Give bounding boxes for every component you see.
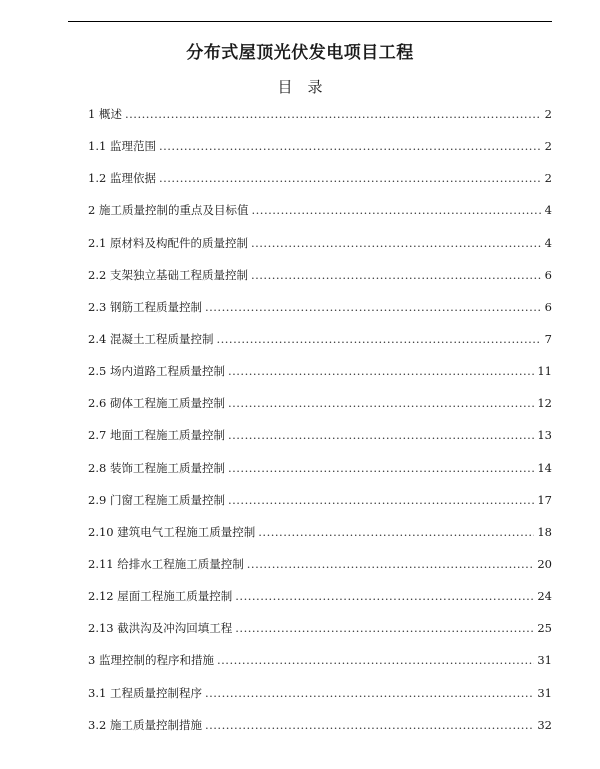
- toc-dot-leader: [235, 621, 534, 635]
- toc-entry-page-number: 4: [544, 235, 552, 250]
- toc-dot-leader: [205, 718, 534, 732]
- toc-entry[interactable]: [88, 652, 552, 684]
- toc-entry-label: 2.10 建筑电气工程施工质量控制: [88, 524, 256, 539]
- toc-entry[interactable]: [88, 331, 552, 363]
- toc-entry[interactable]: [88, 556, 552, 588]
- toc-entry[interactable]: [88, 106, 552, 138]
- toc-entry-label: 1.2 监理依据: [88, 171, 156, 186]
- toc-dot-leader: [159, 171, 541, 185]
- toc-entry-page-number: 20: [537, 556, 552, 571]
- toc-entry-page-number: 18: [537, 524, 552, 539]
- toc-entry-page-number: 17: [537, 492, 552, 507]
- toc-dot-leader: [258, 525, 534, 539]
- toc-entry[interactable]: [88, 685, 552, 717]
- toc-entry-label: 2.6 砌体工程施工质量控制: [88, 396, 225, 411]
- toc-entry[interactable]: [88, 620, 552, 652]
- toc-entry-page-number: 13: [537, 428, 552, 443]
- toc-entry-label: 2.4 混凝土工程质量控制: [88, 331, 214, 346]
- toc-dot-leader: [228, 364, 534, 378]
- toc-entry-label: 2 施工质量控制的重点及目标值: [88, 203, 249, 218]
- toc-entry-label: 2.1 原材料及构配件的质量控制: [88, 235, 248, 250]
- toc-entry[interactable]: [88, 138, 552, 170]
- toc-entry-page-number: 11: [537, 364, 552, 379]
- header-rule: [68, 21, 552, 22]
- toc-dot-leader: [205, 686, 534, 700]
- toc-entry-label: 3.2 施工质量控制措施: [88, 717, 202, 732]
- toc-entry-label: 2.11 给排水工程施工质量控制: [88, 556, 244, 571]
- toc-entry-page-number: 7: [544, 331, 552, 346]
- toc-entry-page-number: 31: [537, 685, 552, 700]
- toc-entry-page-number: 25: [537, 621, 552, 636]
- toc-entry-page-number: 2: [544, 171, 552, 186]
- toc-dot-leader: [217, 653, 534, 667]
- toc-entry-page-number: 4: [544, 203, 552, 218]
- toc-entry[interactable]: [88, 395, 552, 427]
- toc-entry-label: 2.7 地面工程施工质量控制: [88, 428, 225, 443]
- toc-entry[interactable]: [88, 460, 552, 492]
- toc-dot-leader: [125, 107, 541, 121]
- toc-entry[interactable]: [88, 588, 552, 620]
- toc-entry-page-number: 6: [544, 299, 552, 314]
- toc-entry-label: 2.5 场内道路工程质量控制: [88, 364, 225, 379]
- toc-dot-leader: [228, 428, 534, 442]
- toc-entry[interactable]: [88, 202, 552, 234]
- toc-entry-label: 2.12 屋面工程施工质量控制: [88, 589, 233, 604]
- toc-entry-label: 2.3 钢筋工程质量控制: [88, 299, 202, 314]
- toc-dot-leader: [247, 557, 535, 571]
- toc-entry-page-number: 24: [537, 589, 552, 604]
- toc-dot-leader: [251, 268, 541, 282]
- toc-entry[interactable]: [88, 427, 552, 459]
- toc-entry[interactable]: [88, 170, 552, 202]
- toc-entry-label: 3 监理控制的程序和措施: [88, 653, 214, 668]
- toc-entry[interactable]: [88, 299, 552, 331]
- table-of-contents: [88, 106, 552, 749]
- toc-entry-label: 1.1 监理范围: [88, 139, 156, 154]
- toc-entry-label: 2.8 装饰工程施工质量控制: [88, 460, 225, 475]
- toc-entry[interactable]: [88, 717, 552, 749]
- toc-dot-leader: [235, 589, 534, 603]
- toc-entry-label: 1 概述: [88, 107, 122, 121]
- toc-dot-leader: [205, 300, 541, 314]
- toc-dot-leader: [159, 139, 541, 153]
- toc-entry[interactable]: [88, 267, 552, 299]
- toc-entry-label: 3.1 工程质量控制程序: [88, 685, 202, 700]
- toc-entry-page-number: 2: [544, 139, 552, 154]
- toc-entry[interactable]: [88, 524, 552, 556]
- toc-entry-label: 2.13 截洪沟及冲沟回填工程: [88, 621, 233, 636]
- toc-dot-leader: [228, 493, 534, 507]
- toc-entry[interactable]: [88, 235, 552, 267]
- toc-entry-label: 2.2 支架独立基础工程质量控制: [88, 267, 248, 282]
- toc-dot-leader: [216, 332, 541, 346]
- toc-heading: 目 录: [277, 78, 323, 96]
- toc-entry-page-number: 32: [537, 717, 552, 732]
- toc-entry-page-number: 31: [537, 653, 552, 668]
- document-title: 分布式屋顶光伏发电项目工程: [186, 43, 414, 63]
- toc-dot-leader: [228, 461, 534, 475]
- toc-entry-page-number: 6: [544, 267, 552, 282]
- toc-dot-leader: [228, 396, 534, 410]
- toc-dot-leader: [251, 236, 541, 250]
- toc-dot-leader: [251, 203, 541, 217]
- toc-entry-label: 2.9 门窗工程施工质量控制: [88, 492, 225, 507]
- toc-entry-page-number: 14: [537, 460, 552, 475]
- toc-entry-page-number: 2: [544, 107, 552, 121]
- toc-entry[interactable]: [88, 363, 552, 395]
- toc-entry[interactable]: [88, 492, 552, 524]
- toc-entry-page-number: 12: [537, 396, 552, 411]
